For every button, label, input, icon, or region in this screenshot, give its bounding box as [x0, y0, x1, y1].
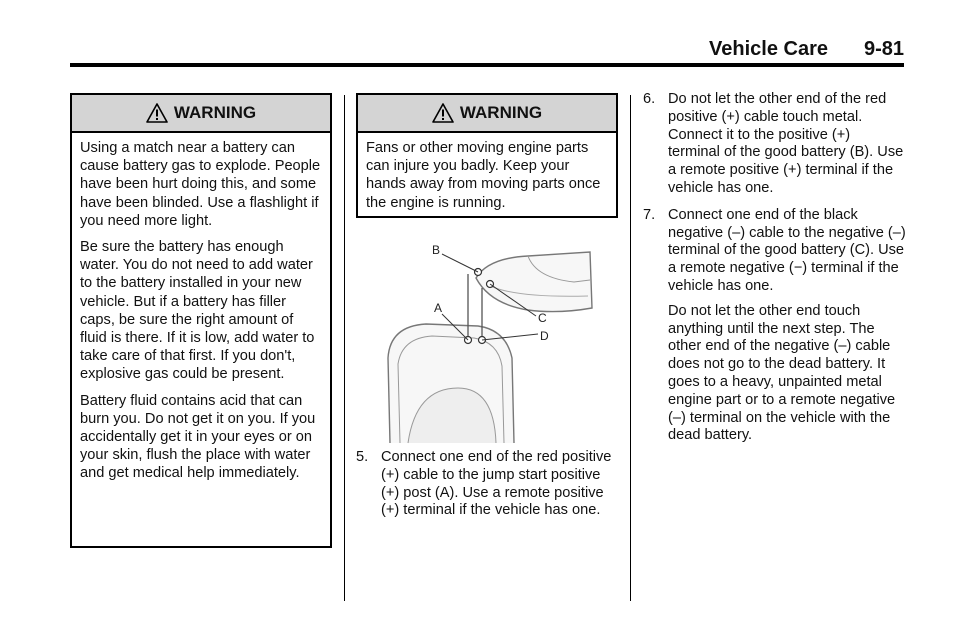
- step-text: Connect one end of the red positive (+) cable to the jump start positive (+) post (A). Use a remote positive (+) terminal if the vehicle has one.: [381, 449, 612, 519]
- column-divider-right: [630, 95, 631, 601]
- diagram-label-a: A: [434, 301, 443, 315]
- warning-paragraph: Battery fluid contains acid that can burn you. Do not get it on you. If you accidentally get it in your eyes or on your skin, flush the place with water and get medical help immediately.: [80, 392, 316, 482]
- step-text: Do not let the other end of the red positive (+) cable touch metal. Connect it to the positive (+) terminal of the good battery (B). Use a remote positive (+) terminal if the vehicle has one.: [668, 91, 904, 196]
- diagram-label-b: B: [432, 243, 441, 257]
- warning-paragraph: Using a match near a battery can cause battery gas to explode. People have been hurt doing this, and some have been blinded. Use a flashlight if you need more light.: [80, 140, 321, 229]
- middle-column-steps: [356, 449, 620, 528]
- column-divider-left: [344, 95, 345, 601]
- warning-box-battery: [70, 93, 332, 548]
- header-rule: [70, 63, 904, 67]
- step-item: [643, 91, 906, 198]
- warning-box-fans: [356, 93, 618, 218]
- warning-heading: WARNING: [459, 103, 543, 122]
- page-header: [70, 38, 904, 64]
- page-number: 9-81: [863, 38, 904, 60]
- diagram-label-d: D: [540, 329, 549, 343]
- section-title: Vehicle Care: [709, 38, 828, 60]
- right-column-steps: [643, 91, 906, 445]
- warning-header: [72, 95, 330, 133]
- step-note: Do not let the other end touch anything until the next step. The other end of the negative (–) cable does not go to the dead battery. It goes to a heavy, unpainted metal engine part or to a remote negative (–) terminal on the vehicle with the dead battery.: [668, 302, 896, 444]
- warning-header: [358, 95, 616, 133]
- warning-triangle-icon: [146, 103, 168, 123]
- step-number: 7.: [643, 206, 656, 223]
- warning-heading: WARNING: [173, 103, 257, 122]
- jump-start-diagram: [378, 238, 598, 444]
- step-item: [643, 207, 906, 296]
- warning-triangle-icon: [432, 103, 454, 123]
- step-number: 6.: [643, 91, 656, 107]
- leader-line-b: [442, 254, 478, 272]
- step-text: Connect one end of the black negative (–) cable to the negative (–) terminal of the good battery (C). Use a remote negative (−) terminal if the vehicle has one.: [668, 206, 906, 294]
- warning-paragraph: Fans or other moving engine parts can injure you badly. Keep your hands away from moving parts once the engine is running.: [366, 140, 601, 211]
- warning-paragraph: Be sure the battery has enough water. You do not need to add water to the battery installed in your new vehicle. But if a battery has filler caps, be sure the right amount of fluid is there. If it is low, add water to take care of that first. If you don't, explosive gas could be present.: [80, 239, 315, 383]
- diagram-label-c: C: [538, 311, 547, 325]
- step-item: [356, 449, 620, 520]
- step-number: 5.: [356, 449, 369, 465]
